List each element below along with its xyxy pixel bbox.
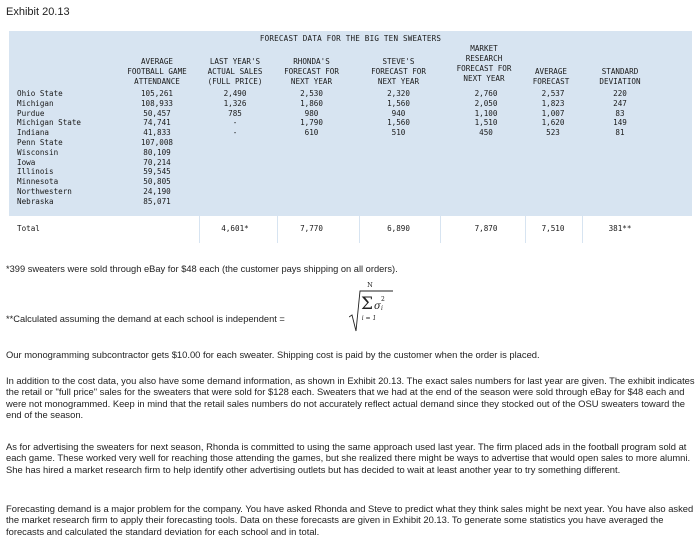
cell-rhonda: 1,790 xyxy=(300,118,323,128)
total-average: 7,510 xyxy=(541,224,565,233)
header-attendance: AVERAGE FOOTBALL GAME ATTENDANCE xyxy=(127,57,187,86)
sum-lower-limit: i = 1 xyxy=(361,315,377,322)
total-steve: 6,890 xyxy=(387,224,410,233)
cell-last-year: - xyxy=(232,128,238,138)
exhibit-label: Exhibit 20.13 xyxy=(6,6,70,18)
cell-steve: 510 xyxy=(391,128,406,138)
total-market: 7,870 xyxy=(474,224,498,233)
cell-attendance: 105,261 xyxy=(140,89,173,98)
row-school-label: Penn State xyxy=(17,138,63,147)
cell-attendance: 50,457 xyxy=(143,108,171,118)
row-school-label: Iowa xyxy=(17,157,36,167)
sum-upper-limit: N xyxy=(367,281,373,289)
cell-rhonda: 610 xyxy=(304,128,319,138)
cell-attendance: 59,545 xyxy=(143,167,171,177)
cell-steve: 1,560 xyxy=(387,98,410,108)
row-school-label: Minnesota xyxy=(17,177,59,187)
sigma-subscript: i xyxy=(381,305,383,312)
cell-rhonda: 1,860 xyxy=(300,98,323,108)
cell-market: 1,100 xyxy=(474,108,498,118)
total-std-dev: 381** xyxy=(608,224,632,233)
column-divider xyxy=(440,216,441,243)
table-title: FORECAST DATA FOR THE BIG TEN SWEATERS xyxy=(259,34,442,43)
cell-std: 81 xyxy=(615,128,625,138)
header-steve: STEVE'S FORECAST FOR NEXT YEAR xyxy=(371,57,426,86)
header-market: MARKET RESEARCH FORECAST FOR NEXT YEAR xyxy=(456,44,512,83)
cell-market: 1,510 xyxy=(474,118,498,128)
cell-avg: 1,007 xyxy=(541,108,565,118)
header-rhonda: RHONDA'S FORECAST FOR NEXT YEAR xyxy=(284,57,339,86)
row-school-label: Michigan xyxy=(17,98,54,108)
ebay-footnote: *399 sweaters were sold through eBay for $48 each (the customer pays shipping on all orders). xyxy=(6,264,398,274)
sigma-symbol: Σ xyxy=(361,294,374,314)
cell-steve: 2,320 xyxy=(387,89,410,98)
total-label: Total xyxy=(17,224,40,233)
paragraph-advertising: As for advertising the sweaters for next season, Rhonda is committed to using the same approach used last year. The firm placed ads in the football program sold at each game. These worked very well for reaching those attending the games, but she realized there might be ways to advertise that would open sales to more alumni. She has hired a market research firm to help identify other advertising outlets but has decided to wait at least another year to try something different. xyxy=(6,441,691,475)
row-school-label: Indiana xyxy=(17,128,50,138)
row-school-label: Michigan State xyxy=(17,118,82,128)
row-school-label: Ohio State xyxy=(17,89,63,98)
column-divider xyxy=(582,216,583,243)
cell-std: 83 xyxy=(615,108,625,118)
sigma-superscript: 2 xyxy=(381,296,385,303)
cell-attendance: 50,805 xyxy=(143,177,171,187)
cell-attendance: 107,008 xyxy=(140,138,173,147)
cell-std: 149 xyxy=(613,118,627,128)
cell-market: 2,760 xyxy=(474,89,498,98)
column-divider xyxy=(359,216,360,243)
cell-attendance: 85,071 xyxy=(143,196,171,206)
cell-attendance: 80,109 xyxy=(143,147,171,157)
cell-attendance: 41,833 xyxy=(143,128,171,138)
sigma-term: σ xyxy=(374,301,381,312)
cell-steve: 940 xyxy=(391,108,406,118)
paragraph-demand: In addition to the cost data, you also have some demand information, as shown in Exhibit 20.13. The exact sales numbers for last year are given. The exhibit indicates the retail or "full price" sales for the sweaters that were sold for $128 each. Sweaters that we had at the end of the season were sold through eBay for $48 each and were not monogrammed. Keep in mind that the retail sales numbers do not accurately reflect actual demand since they stocked out of the OSU sweaters toward the end of the season. xyxy=(6,375,695,421)
cell-market: 450 xyxy=(479,128,493,138)
row-school-label: Wisconsin xyxy=(17,147,59,157)
row-school-label: Nebraska xyxy=(17,196,54,206)
cell-last-year: - xyxy=(232,118,238,128)
cell-attendance: 24,190 xyxy=(143,187,171,196)
header-std-dev: STANDARD DEVIATION xyxy=(599,67,641,86)
cell-attendance: 70,214 xyxy=(143,157,171,167)
paragraph-subcontractor: Our monogramming subcontractor gets $10.00 for each sweater. Shipping cost is paid by the customer when the order is placed. xyxy=(6,349,540,360)
cell-last-year: 1,326 xyxy=(223,98,247,108)
row-school-label: Northwestern xyxy=(17,187,72,196)
header-last-year: LAST YEAR'S ACTUAL SALES (FULL PRICE) xyxy=(207,57,263,86)
cell-rhonda: 2,530 xyxy=(300,89,323,98)
cell-attendance: 74,741 xyxy=(143,118,171,128)
cell-last-year: 785 xyxy=(228,108,242,118)
total-rhonda: 7,770 xyxy=(300,224,323,233)
paragraph-forecasting: Forecasting demand is a major problem for the company. You have asked Rhonda and Steve to predict what they think sales might be next year. You have also asked the market research firm to apply their forecasting tools. Data on these forecasts are given in Exhibit 20.13. To generate some statistics you have averaged the forecasts and calculated the standard deviation for each school and in total. xyxy=(6,503,694,537)
cell-avg: 1,823 xyxy=(541,98,565,108)
cell-avg: 1,620 xyxy=(541,118,565,128)
total-band xyxy=(9,216,692,243)
forecast-table xyxy=(9,31,692,243)
row-school-label: Illinois xyxy=(17,167,54,177)
cell-avg: 523 xyxy=(546,128,560,138)
independence-footnote: **Calculated assuming the demand at each school is independent = xyxy=(6,314,285,324)
cell-rhonda: 980 xyxy=(304,108,319,118)
row-school-label: Purdue xyxy=(17,108,45,118)
sum-of-variances-formula xyxy=(349,281,393,337)
cell-last-year: 2,490 xyxy=(223,89,247,98)
cell-std: 247 xyxy=(613,98,627,108)
cell-attendance: 108,933 xyxy=(140,98,173,108)
cell-std: 220 xyxy=(613,89,627,98)
cell-steve: 1,560 xyxy=(387,118,410,128)
cell-avg: 2,537 xyxy=(541,89,565,98)
total-last-year: 4,601* xyxy=(221,224,249,233)
header-average: AVERAGE FORECAST xyxy=(532,67,570,86)
cell-market: 2,050 xyxy=(474,98,498,108)
